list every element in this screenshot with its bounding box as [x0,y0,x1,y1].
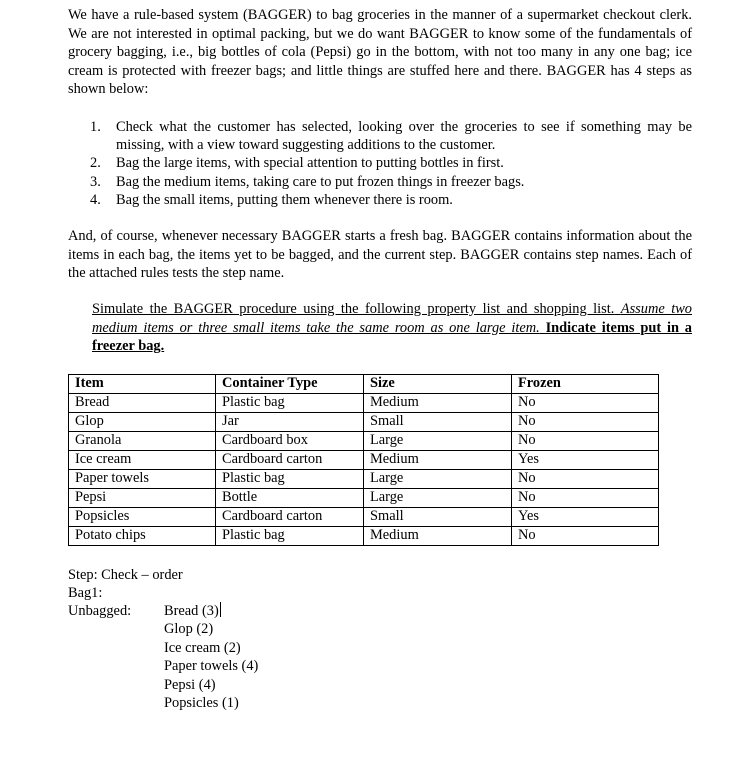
cell-size: Large [364,489,512,508]
task-part-2: Assume two medium items or three small items take the same room as one large item. [92,301,692,336]
cell-item: Granola [69,432,216,451]
cell-size: Large [364,432,512,451]
cell-frozen: Yes [512,508,659,527]
cell-container: Plastic bag [216,394,364,413]
unbagged-item: Popsicles (1) [164,695,239,712]
cell-size: Small [364,413,512,432]
cell-size: Medium [364,527,512,546]
cell-frozen: No [512,394,659,413]
property-table [68,374,659,546]
cell-item: Potato chips [69,527,216,546]
unbagged-label: Unbagged: [68,603,132,619]
cell-frozen: No [512,527,659,546]
cell-item: Glop [69,413,216,432]
cell-container: Cardboard box [216,432,364,451]
step-text: Bag the large items, with special attention to putting bottles in first. [116,155,504,172]
step-number: 3. [90,173,101,190]
cell-frozen: No [512,470,659,489]
cell-size: Large [364,470,512,489]
cell-item: Pepsi [69,489,216,508]
table-row [69,394,659,413]
unbagged-item: Paper towels (4) [164,658,259,675]
step-number: 2. [90,155,101,172]
step-number: 4. [90,191,101,208]
step-number: 1. [90,119,101,135]
table-row [69,432,659,451]
table-row [69,489,659,508]
cell-item: Paper towels [69,470,216,489]
step-line: Step: Check – order [68,567,183,583]
cell-frozen: No [512,413,659,432]
bag-line: Bag1: [68,585,103,602]
intro-paragraph: We have a rule-based system (BAGGER) to bag groceries in the manner of a supermarket checkout clerk. We are not interested in optimal packing, but we do want BAGGER to know some of the fundamentals of grocery bagging, i.e., big bottles of cola (Pepsi) go in the bottom, with not too many in any one bag; ice cream is protected with freezer bags; and little things are stuffed here and there. BAGGER has 4 steps as shown below: [68,7,692,98]
table-row [69,508,659,527]
cell-container: Cardboard carton [216,451,364,470]
step-item [90,173,692,191]
cell-item: Bread [69,394,216,413]
cell-size: Small [364,508,512,527]
cell-container: Cardboard carton [216,508,364,527]
task-part-3: Indicate items put in a freezer bag. [92,319,692,355]
cell-container: Plastic bag [216,527,364,546]
step-item [90,191,692,209]
steps-list [90,118,692,209]
cell-container: Jar [216,413,364,432]
text-cursor [220,602,221,617]
cell-item: Popsicles [69,508,216,527]
unbagged-item-text: Bread (3) [164,603,219,619]
table-row [69,413,659,432]
unbagged-item: Ice cream (2) [164,639,241,656]
step-item [90,154,692,172]
table-row [69,470,659,489]
header-frozen: Frozen [512,375,659,394]
step-text: Check what the customer has selected, looking over the groceries to see if something may be missing, with a view toward suggesting additions to the customer. [116,119,692,154]
header-size: Size [364,375,512,394]
table-header-row [69,375,659,394]
cell-frozen: Yes [512,451,659,470]
bagger-state [68,566,183,602]
cell-container: Plastic bag [216,470,364,489]
table-row [69,527,659,546]
step-text: Bag the medium items, taking care to put frozen things in freezer bags. [116,173,525,190]
task-part-1: Simulate the BAGGER procedure using the following property list and shopping list. [92,301,615,317]
followup-paragraph: And, of course, whenever necessary BAGGER starts a fresh bag. BAGGER contains information about the items in each bag, the items yet to be bagged, and the current step. BAGGER contains step names. Each of the attached rules tests the step name. [68,228,692,282]
unbagged-item: Pepsi (4) [164,676,216,693]
unbagged-item: Glop (2) [164,621,214,638]
cell-frozen: No [512,489,659,508]
step-item [90,118,692,154]
cell-item: Ice cream [69,451,216,470]
cell-size: Medium [364,394,512,413]
task-instructions [92,300,692,356]
step-text: Bag the small items, putting them whenever there is room. [116,191,453,208]
header-item: Item [69,375,216,394]
cell-container: Bottle [216,489,364,508]
cell-size: Medium [364,451,512,470]
cell-frozen: No [512,432,659,451]
unbagged-list [164,602,258,712]
header-container-type: Container Type [216,375,364,394]
table-row [69,451,659,470]
unbagged-item [164,602,258,620]
